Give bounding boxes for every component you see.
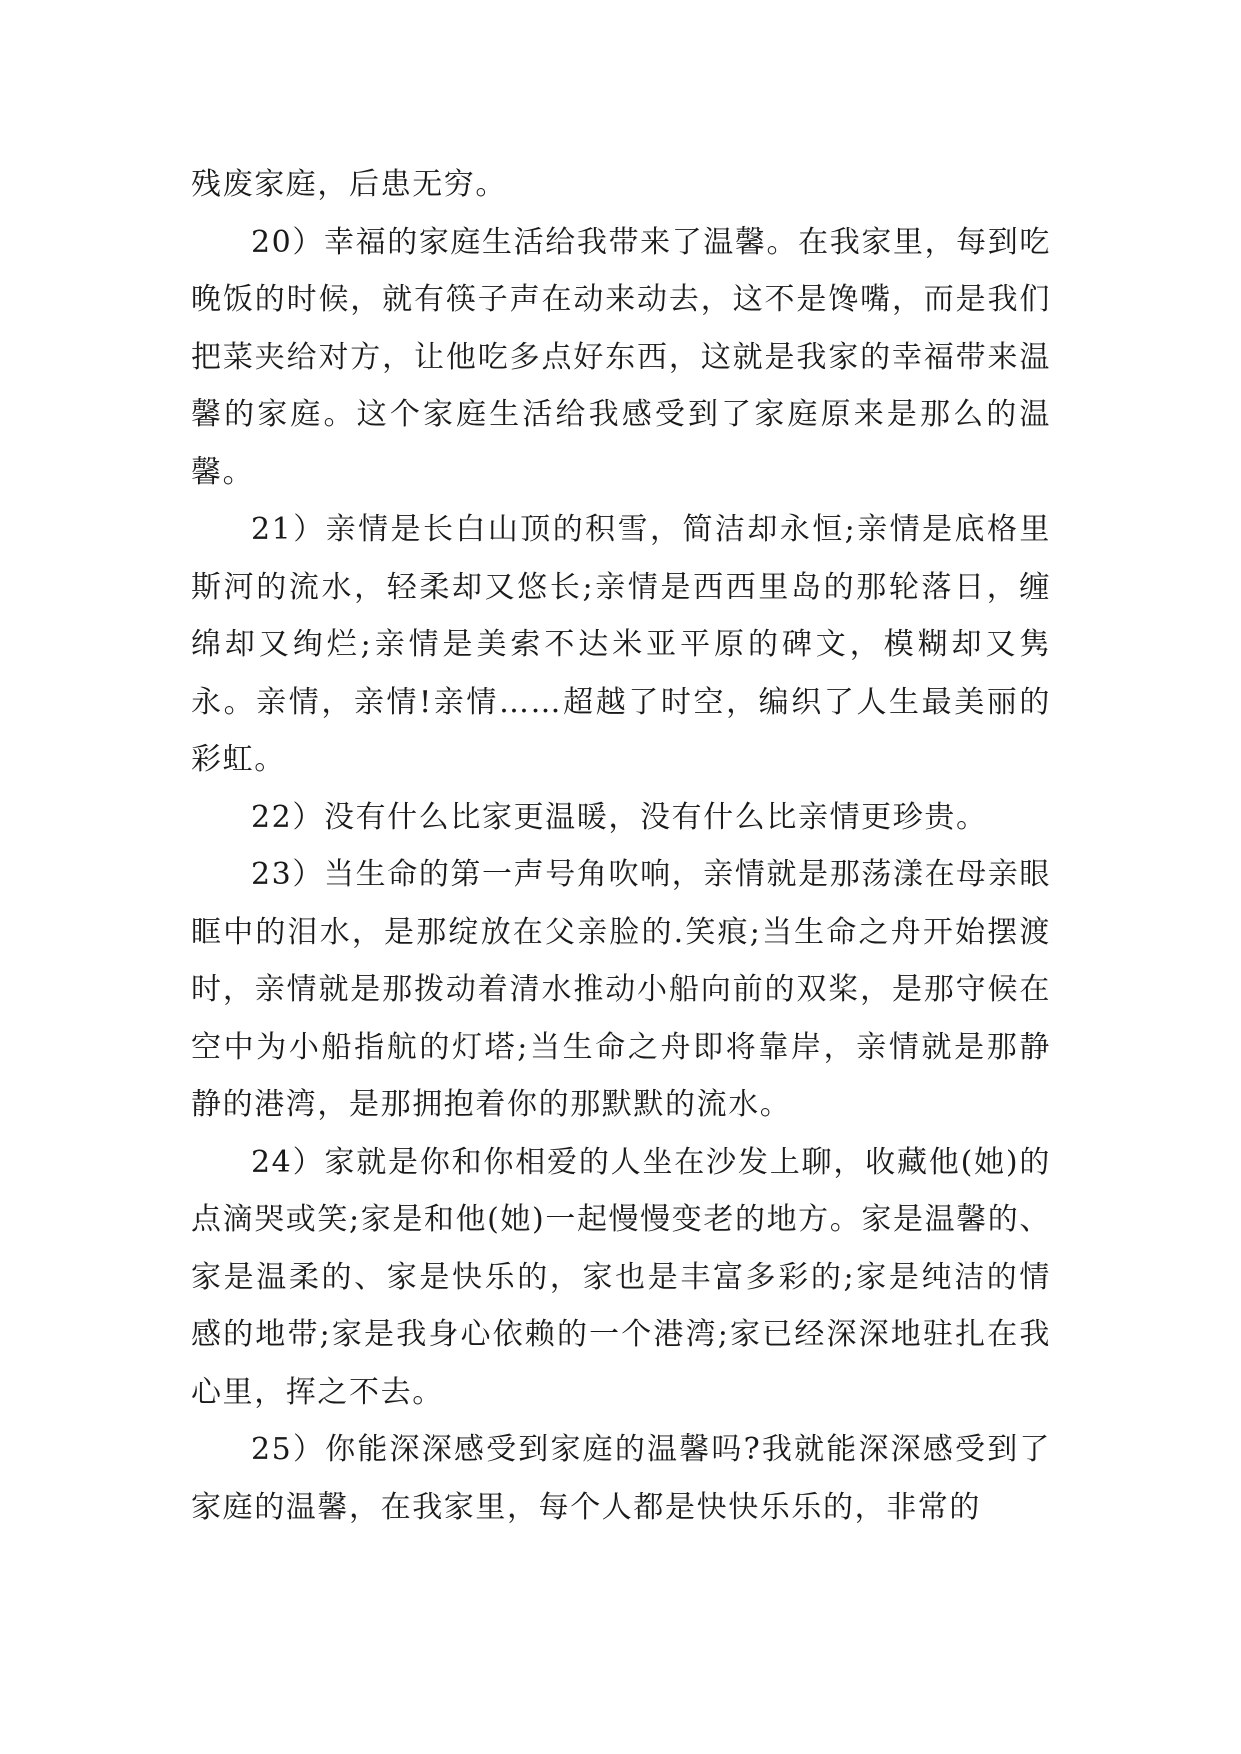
paragraph-25: 25）你能深深感受到家庭的温馨吗?我就能深深感受到了家庭的温馨，在我家里，每个人都是快快乐乐的，非常的 <box>191 1432 1051 1525</box>
paragraph-21: 21）亲情是长白山顶的积雪，简洁却永恒;亲情是底格里斯河的流水，轻柔却又悠长;亲情是西西里岛的那轮落日，缠绵却又绚烂;亲情是美索不达米亚平原的碑文，模糊却又隽永。亲情，亲情!亲情……超越了时空，编织了人生最美丽的彩虹。 <box>191 512 1051 777</box>
paragraph-24: 24）家就是你和你相爱的人坐在沙发上聊，收藏他(她)的点滴哭或笑;家是和他(她)一起慢慢变老的地方。家是温馨的、家是温柔的、家是快乐的，家也是丰富多彩的;家是纯洁的情感的地带;家是我身心依赖的一个港湾;家已经深深地驻扎在我心里，挥之不去。 <box>191 1144 1051 1410</box>
paragraph-continuation: 残废家庭，后患无穷。 <box>191 167 507 202</box>
paragraph-23: 23）当生命的第一声号角吹响，亲情就是那荡漾在母亲眼眶中的泪水，是那绽放在父亲脸的.笑痕;当生命之舟开始摆渡时，亲情就是那拨动着清水推动小船向前的双桨，是那守候在空中为小船指航的灯塔;当生命之舟即将靠岸，亲情就是那静静的港湾，是那拥抱着你的那默默的流水。 <box>191 857 1051 1122</box>
document-body <box>191 156 1051 1536</box>
paragraph-20: 20）幸福的家庭生活给我带来了温馨。在我家里，每到吃晚饭的时候，就有筷子声在动来动去，这不是馋嘴，而是我们把菜夹给对方，让他吃多点好东西，这就是我家的幸福带来温馨的家庭。这个家庭生活给我感受到了家庭原来是那么的温馨。 <box>191 224 1051 490</box>
paragraph-22: 22）没有什么比家更温暖，没有什么比亲情更珍贵。 <box>251 799 988 835</box>
